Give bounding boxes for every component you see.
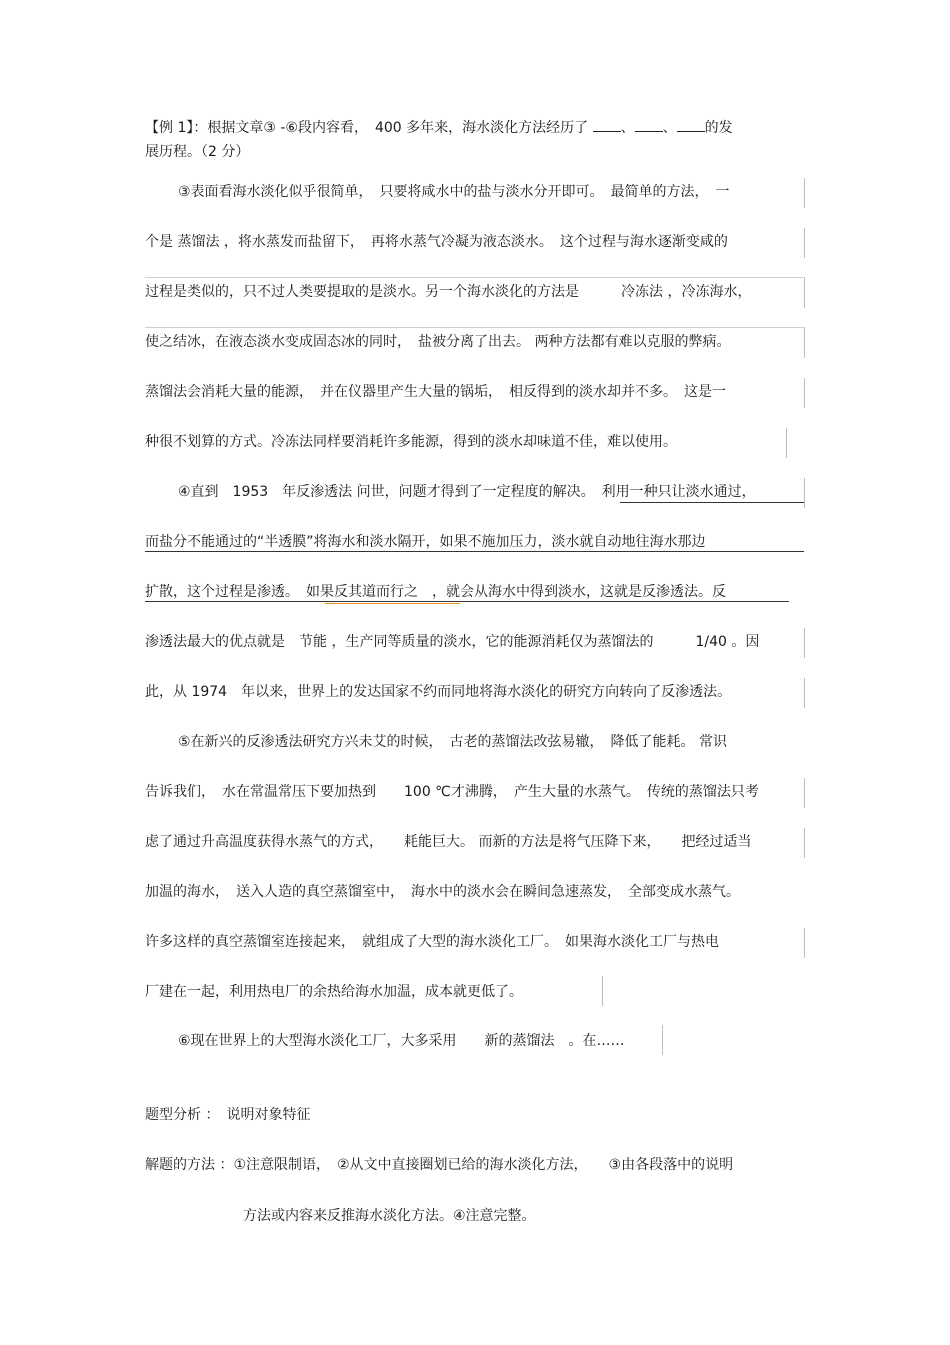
margin-bar [786, 428, 787, 458]
passage-line: ③表面看海水淡化似乎很简单， 只要将咸水中的盐与淡水分开即可。 最简单的方法， 一 [178, 184, 730, 200]
passage-line: 种很不划算的方式。冷冻法同样要消耗许多能源，得到的淡水却味道不佳，难以使用。 [145, 434, 677, 450]
margin-bar [804, 178, 805, 208]
analysis-type: 题型分析 ： 说明对象特征 [145, 1107, 311, 1123]
passage-line: 加温的海水， 送入人造的真空蒸馏室中， 海水中的淡水会在瞬间急速蒸发， 全部变成水蒸气。 [145, 884, 740, 900]
margin-bar [804, 378, 805, 408]
passage-line: ④直到 1953 年反渗透法 问世，问题才得到了一定程度的解决。 利用一种只让淡水通过， [178, 484, 756, 500]
margin-bar [804, 228, 805, 258]
passage-line: 虑了通过升高温度获得水蒸气的方式， 耗能巨大。 而新的方法是将气压降下来， 把经过适当 [145, 834, 752, 850]
question-tail: 的发 [704, 120, 733, 136]
underline [145, 551, 804, 552]
margin-bar [602, 976, 603, 1006]
passage-line: 渗透法最大的优点就是 节能 ，生产同等质量的淡水，它的能源消耗仅为蒸馏法的 1/40 。因 [145, 634, 760, 650]
passage-line: 个是 蒸馏法 ，将水蒸发而盐留下， 再将水蒸气冷凝为液态淡水。 这个过程与海水逐渐变咸的 [145, 234, 728, 250]
passage-line: ⑥现在世界上的大型海水淡化工厂，大多采用 新的蒸馏法 。在…… [178, 1033, 625, 1049]
separator: 、 [662, 120, 677, 136]
analysis-method-1: 解题的方法 ：①注意限制语， ②从文中直接圈划已给的海水淡化方法， ③由各段落中的说明 [145, 1157, 734, 1173]
question-line-1 [145, 117, 805, 139]
margin-bar [804, 278, 805, 308]
passage-line: 扩散，这个过程是渗透。 如果反其道而行之 ，就会从海水中得到淡水，这就是反渗透法。反 [145, 584, 726, 600]
passage-line: 蒸馏法会消耗大量的能源， 并在仪器里产生大量的锅垢， 相反得到的淡水却并不多。 这是一 [145, 384, 726, 400]
margin-bar [662, 1025, 663, 1055]
underline [620, 502, 804, 503]
passage-line: 此，从 1974 年以来，世界上的发达国家不约而同地将海水淡化的研究方向转向了反渗透法。 [145, 684, 732, 700]
orange-underline [325, 603, 460, 604]
passage-line: 而盐分不能通过的“半透膜”将海水和淡水隔开，如果不施加压力，淡水就自动地往海水那边 [145, 534, 706, 550]
question-line-2: 展历程。（2 分） [145, 144, 250, 160]
answer-blank [677, 117, 705, 132]
passage-line: ⑤在新兴的反渗透法研究方兴未艾的时候， 古老的蒸馏法改弦易辙， 降低了能耗。 常识 [178, 734, 727, 750]
passage-line: 许多这样的真空蒸馏室连接起来， 就组成了大型的海水淡化工厂。 如果海水淡化工厂与热电 [145, 934, 719, 950]
margin-bar [804, 628, 805, 658]
answer-blank [593, 117, 621, 132]
faint-rule [145, 327, 805, 328]
passage-line: 告诉我们， 水在常温常压下要加热到 100 ℃才沸腾， 产生大量的水蒸气。 传统的蒸馏法只考 [145, 784, 759, 800]
analysis-method-2: 方法或内容来反推海水淡化方法。④注意完整。 [243, 1208, 536, 1224]
passage-line: 过程是类似的，只不过人类要提取的是淡水。另一个海水淡化的方法是 冷冻法 ，冷冻海水， [145, 284, 752, 300]
margin-bar [804, 478, 805, 508]
separator: 、 [620, 120, 635, 136]
margin-bar [804, 828, 805, 858]
answer-blank [635, 117, 663, 132]
margin-bar [804, 678, 805, 708]
underline [145, 601, 789, 602]
passage-line: 使之结冰，在液态淡水变成固态冰的同时， 盐被分离了出去。 两种方法都有难以克服的弊病。 [145, 334, 731, 350]
margin-bar [804, 928, 805, 958]
margin-bar [804, 778, 805, 808]
question-text: 【例 1】：根据文章③ -⑥段内容看， 400 多年来，海水淡化方法经历了 [145, 120, 589, 136]
passage-line: 厂建在一起，利用热电厂的余热给海水加温，成本就更低了。 [145, 984, 523, 1000]
margin-bar [804, 328, 805, 358]
faint-rule [145, 277, 805, 278]
